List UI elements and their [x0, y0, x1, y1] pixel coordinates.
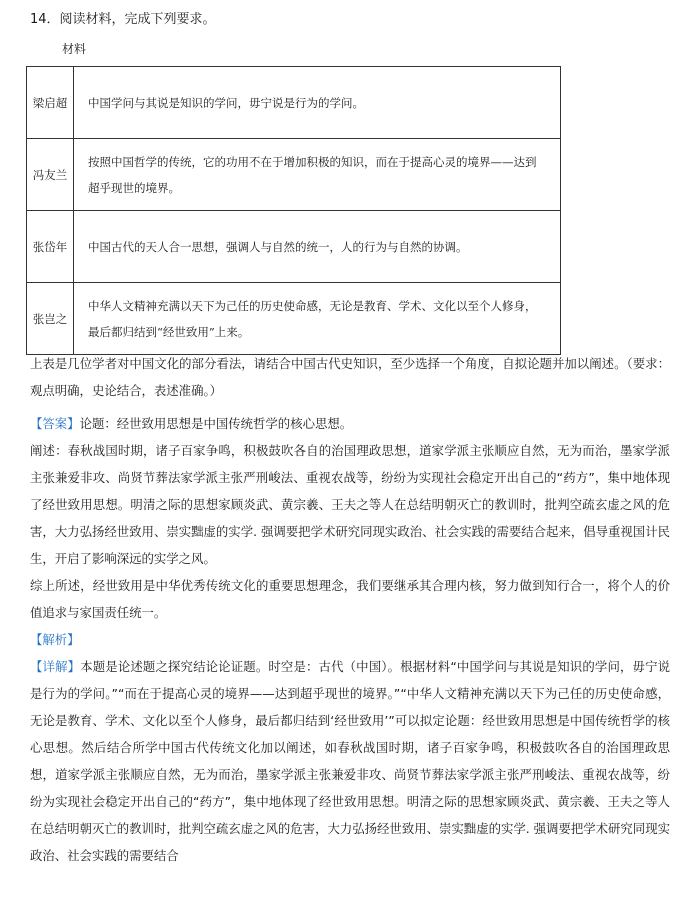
- table-row: [27, 211, 561, 283]
- table-row: [27, 283, 561, 355]
- answer-thesis-line: [30, 410, 670, 437]
- analysis-detail: [30, 653, 670, 869]
- material-table: [26, 66, 561, 355]
- answer-conclusion: 综上所述，经世致用是中华优秀传统文化的重要思想理念，我们要继承其合理内核，努力做到知行合一，将个人的价值追求与家国责任统一。: [30, 578, 670, 620]
- table-row: [27, 139, 561, 211]
- detail-text: 本题是论述题之探究结论论证题。时空是：古代（中国）。根据材料“中国学问与其说是知识的学问，毋宁说是行为的学问。”“而在于提高心灵的境界——达到超乎现世的境界。”“中华人文精神充满以天下为己任的历史使命感，无论是教育、学术、文化以至个人修身，最后都归结到‘经世致用’”可以拟定论题：经世致用思想是中国传统哲学的核心思想。然后结合所学中国古代传统文化加以阐述，如春秋战国时期，诸子百家争鸣，积极鼓吹各自的治国理政思想，道家学派主张顺应自然，无为而治，墨家学派主张兼爱非攻、尚贤节葬法家学派主张严刑峻法、重视农战等，纷纷为实现社会稳定开出自己的“药方”，集中地体现了经世致用思想。明清之际的思想家顾炎武、黄宗羲、王夫之等人在总结明朝灭亡的教训时，批判空疏玄虚之风的危害，大力弘扬经世致用、崇实黜虚的实学. 强调要把学术研究同现实政治、社会实践的需要结合: [30, 659, 671, 863]
- scholar-name: 张岱年: [27, 211, 74, 283]
- detail-tag: 【详解】: [30, 659, 81, 674]
- scholar-view: 中国古代的天人合一思想，强调人与自然的统一，人的行为与自然的协调。: [74, 211, 561, 283]
- scholar-view: 按照中国哲学的传统，它的功用不在于增加积极的知识，而在于提高心灵的境界——达到超乎现世的境界。: [74, 139, 561, 211]
- question-title: 14．阅读材料，完成下列要求。: [30, 12, 216, 27]
- table-row: [27, 67, 561, 139]
- scholar-name: 梁启超: [27, 67, 74, 139]
- question-prompt: 上表是几位学者对中国文化的部分看法，请结合中国古代史知识，至少选择一个角度，自拟论题并加以阐述。（要求：观点明确，史论结合，表述准确。）: [30, 356, 670, 398]
- scholar-view: 中国学问与其说是知识的学问，毋宁说是行为的学问。: [74, 67, 561, 139]
- scholar-name: 张岂之: [27, 283, 74, 355]
- answer-elaboration: 阐述：春秋战国时期，诸子百家争鸣，积极鼓吹各自的治国理政思想，道家学派主张顺应自然，无为而治，墨家学派主张兼爱非攻、尚贤节葬法家学派主张严刑峻法、重视农战等，纷纷为实现社会稳定开出自己的“药方”，集中地体现了经世致用思想。明清之际的思想家顾炎武、黄宗羲、王夫之等人在总结明朝灭亡的教训时，批判空疏玄虚之风的危害，大力弘扬经世致用、崇实黜虚的实学. 强调要把学术研究同现实政治、社会实践的需要结合起来，倡导重视国计民生，开启了影响深远的实学之风。: [30, 443, 670, 566]
- scholar-name: 冯友兰: [27, 139, 74, 211]
- analysis-tag: 【解析】: [30, 632, 80, 647]
- scholar-view: 中华人文精神充满以天下为己任的历史使命感，无论是教育、学术、文化以至个人修身，最后都归结到“经世致用”上来。: [74, 283, 561, 355]
- answer-tag: 【答案】: [30, 416, 80, 431]
- answer-thesis: 论题：经世致用思想是中国传统哲学的核心思想。: [79, 416, 353, 431]
- material-label: 材料: [62, 42, 87, 56]
